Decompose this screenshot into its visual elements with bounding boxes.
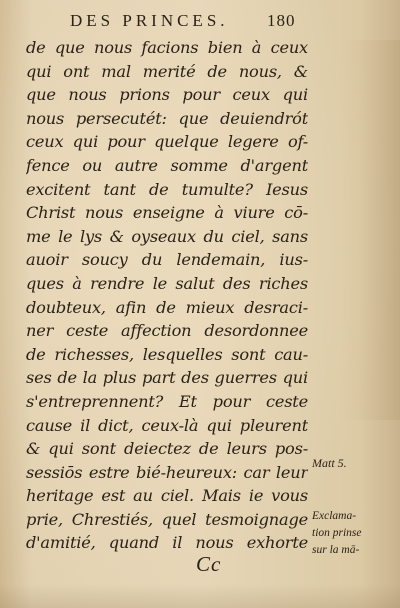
- text-line: nous persecutét: que deuiendrót: [26, 108, 308, 128]
- text-line: de que nous facions bien à ceux: [26, 38, 308, 57]
- margin-note-gloss: [312, 508, 362, 559]
- text-line: ner ceste affection desordonnee: [26, 321, 308, 341]
- margin-note-gloss-line: Exclama-: [312, 510, 357, 522]
- text-line: ceux qui pour quelque legere of-: [26, 132, 308, 152]
- text-line: d'amitié, quand il nous exhorte: [26, 533, 308, 553]
- text-line: heritage est au ciel. Mais ie vous: [26, 486, 308, 506]
- text-line: me le lys & oyseaux du ciel, sans: [26, 226, 308, 246]
- text-line: prie, Chrestiés, quel tesmoignage: [26, 509, 308, 529]
- margin-note-gloss-line: tion prinse: [312, 527, 362, 539]
- running-head-title: DES PRINCES.: [70, 11, 229, 30]
- text-line: ques à rendre le salut des riches: [26, 273, 308, 293]
- text-line: s'entreprennent? Et pour ceste: [26, 391, 308, 411]
- text-line: cause il dict, ceux-là qui pleurent: [26, 415, 308, 435]
- text-line: de richesses, lesquelles sont cau-: [26, 344, 308, 364]
- signature-mark: Cc: [196, 552, 222, 576]
- show-through-shadow: [340, 40, 400, 420]
- text-line: fence ou autre somme d'argent: [26, 155, 308, 175]
- text-line: excitent tant de tumulte? Iesus: [26, 179, 308, 199]
- margin-note-gloss-line: sur la mā-: [312, 544, 360, 556]
- page-number: 180: [267, 11, 296, 30]
- text-line: auoir soucy du lendemain, ius-: [26, 250, 308, 270]
- text-line: Christ nous enseigne à viure cō-: [26, 203, 308, 223]
- text-line: ses de la plus part des guerres qui: [26, 368, 308, 388]
- text-line: que nous prions pour ceux qui: [26, 85, 308, 105]
- text-line: doubteux, afin de mieux desraci-: [26, 297, 308, 317]
- body-text: [26, 36, 308, 555]
- text-line: qui ont mal merité de nous, &: [26, 61, 308, 81]
- text-line: sessiōs estre bié-heureux: car leur: [26, 462, 308, 482]
- margin-note-reference: Matt 5.: [312, 456, 347, 470]
- running-head: [70, 10, 330, 32]
- text-line: & qui sont deiectez de leurs pos-: [26, 439, 308, 459]
